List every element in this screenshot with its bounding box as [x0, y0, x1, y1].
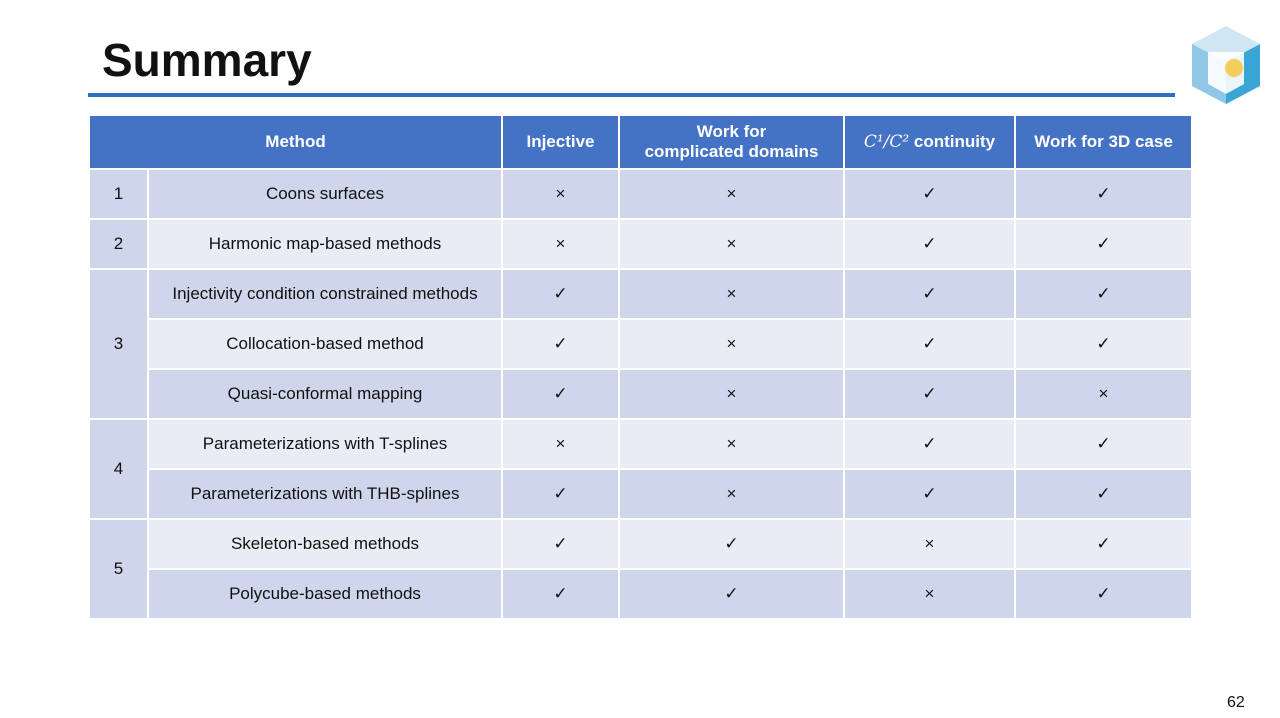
three-d-mark: ×	[1015, 369, 1192, 419]
header-3d-case: Work for 3D case	[1015, 115, 1192, 169]
method-name: Injectivity condition constrained methods	[148, 269, 502, 319]
injective-mark: ✓	[502, 269, 619, 319]
complicated-mark: ×	[619, 419, 844, 469]
group-number: 5	[89, 519, 148, 619]
method-name: Collocation-based method	[148, 319, 502, 369]
continuity-mark: ×	[844, 569, 1015, 619]
injective-mark: ×	[502, 169, 619, 219]
three-d-mark: ✓	[1015, 269, 1192, 319]
method-name: Polycube-based methods	[148, 569, 502, 619]
three-d-mark: ✓	[1015, 169, 1192, 219]
header-injective: Injective	[502, 115, 619, 169]
three-d-mark: ✓	[1015, 569, 1192, 619]
complicated-mark: ×	[619, 169, 844, 219]
table-row	[89, 319, 1192, 369]
complicated-mark: ×	[619, 269, 844, 319]
continuity-mark: ✓	[844, 419, 1015, 469]
header-continuity	[844, 115, 1015, 169]
header-continuity-text: continuity	[909, 132, 996, 151]
method-name: Parameterizations with T-splines	[148, 419, 502, 469]
summary-table	[88, 114, 1193, 620]
group-number: 4	[89, 419, 148, 519]
injective-mark: ✓	[502, 469, 619, 519]
injective-mark: ✓	[502, 319, 619, 369]
table-row	[89, 419, 1192, 469]
table-row	[89, 469, 1192, 519]
continuity-mark: ✓	[844, 369, 1015, 419]
table-row	[89, 269, 1192, 319]
injective-mark: ×	[502, 419, 619, 469]
method-name: Quasi-conformal mapping	[148, 369, 502, 419]
group-number: 3	[89, 269, 148, 419]
slide-title: Summary	[102, 34, 312, 86]
injective-mark: ×	[502, 219, 619, 269]
method-name: Skeleton-based methods	[148, 519, 502, 569]
complicated-mark: ×	[619, 469, 844, 519]
continuity-mark: ✓	[844, 169, 1015, 219]
table-row	[89, 519, 1192, 569]
title-underline	[88, 93, 1175, 97]
three-d-mark: ✓	[1015, 469, 1192, 519]
header-continuity-math: C¹/C²	[863, 132, 910, 152]
complicated-mark: ×	[619, 219, 844, 269]
three-d-mark: ✓	[1015, 319, 1192, 369]
continuity-mark: ✓	[844, 219, 1015, 269]
complicated-mark: ✓	[619, 569, 844, 619]
table-row	[89, 569, 1192, 619]
three-d-mark: ✓	[1015, 419, 1192, 469]
header-complicated-domains	[619, 115, 844, 169]
complicated-mark: ×	[619, 369, 844, 419]
three-d-mark: ✓	[1015, 219, 1192, 269]
continuity-mark: ✓	[844, 469, 1015, 519]
table-row	[89, 219, 1192, 269]
continuity-mark: ✓	[844, 269, 1015, 319]
table-row	[89, 369, 1192, 419]
header-method: Method	[89, 115, 502, 169]
injective-mark: ✓	[502, 569, 619, 619]
header-complicated-line2: complicated domains	[644, 142, 819, 161]
continuity-mark: ✓	[844, 319, 1015, 369]
injective-mark: ✓	[502, 519, 619, 569]
method-name: Parameterizations with THB-splines	[148, 469, 502, 519]
three-d-mark: ✓	[1015, 519, 1192, 569]
continuity-mark: ×	[844, 519, 1015, 569]
method-name: Harmonic map-based methods	[148, 219, 502, 269]
complicated-mark: ✓	[619, 519, 844, 569]
header-complicated-line1: Work for	[696, 122, 767, 141]
group-number: 1	[89, 169, 148, 219]
table-row	[89, 169, 1192, 219]
page-number: 62	[1227, 694, 1245, 711]
table-header-row	[89, 115, 1192, 169]
complicated-mark: ×	[619, 319, 844, 369]
injective-mark: ✓	[502, 369, 619, 419]
group-number: 2	[89, 219, 148, 269]
cube-logo-icon	[1188, 22, 1264, 108]
method-name: Coons surfaces	[148, 169, 502, 219]
